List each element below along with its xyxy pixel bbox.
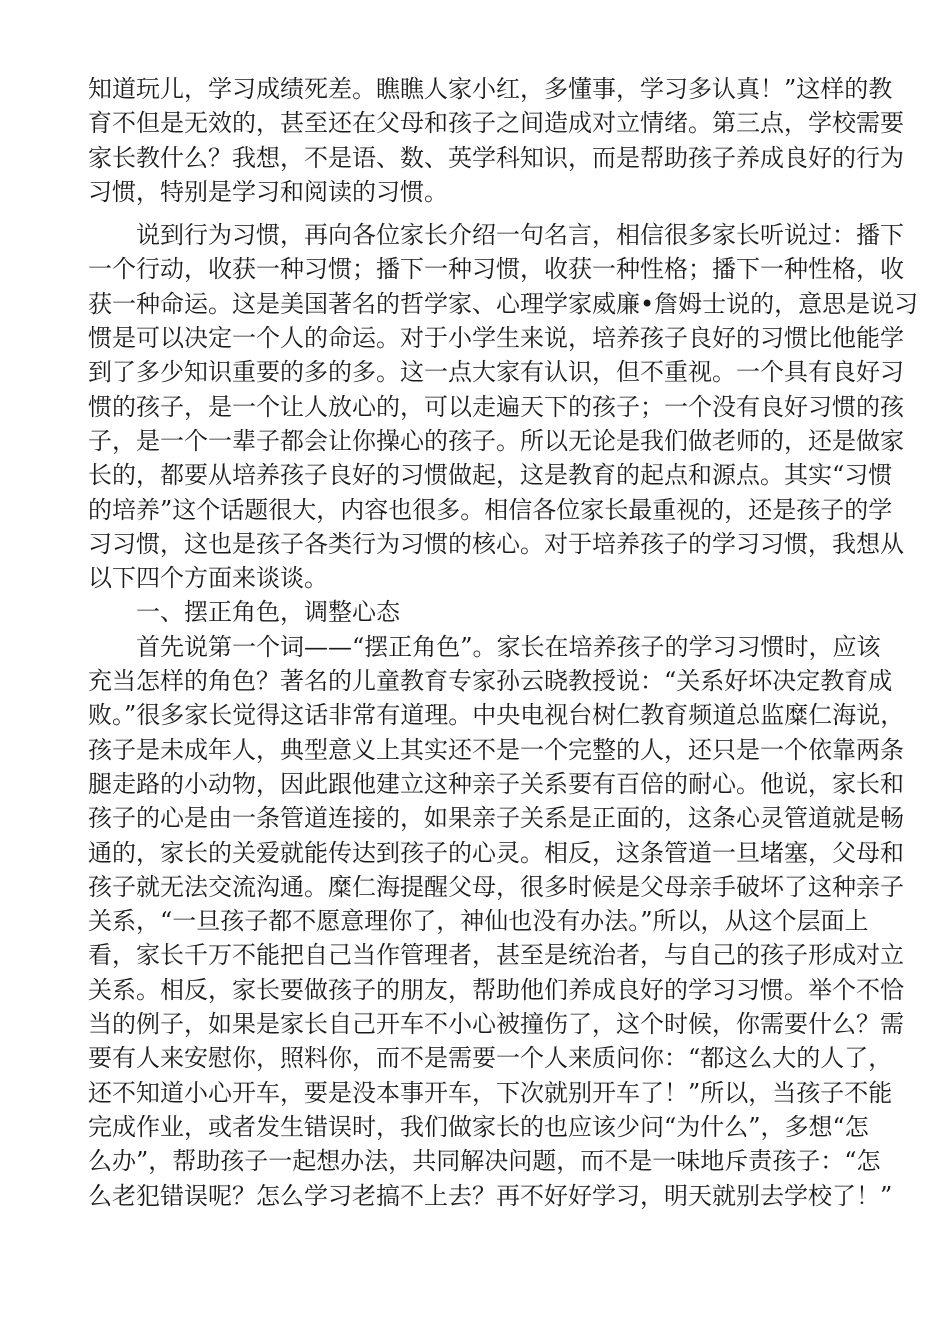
text-line: 要有人来安慰你，照料你，而不是需要一个人来质问你：“都这么大的人了， — [88, 1044, 893, 1073]
text-line: 通的，家长的关爱就能传达到孩子的心灵。相反，这条管道一旦堵塞，父母和 — [88, 838, 904, 867]
text-line: 长的，都要从培养孩子良好的习惯做起，这是教育的起点和源点。其实“习惯 — [88, 461, 893, 490]
text-line: 完成作业，或者发生错误时，我们做家长的也应该少问“为什么”，多想“怎 — [88, 1112, 869, 1141]
text-line: 关系。相反，家长要做孩子的朋友，帮助他们养成良好的学习习惯。举个不恰 — [88, 975, 904, 1004]
text-line: 关系，“一旦孩子都不愿意理你了，神仙也没有办法。”所以，从这个层面上 — [88, 907, 869, 936]
text-line: 首先说第一个词——“摆正角色”。家长在培养孩子的学习习惯时，应该 — [136, 632, 881, 661]
text-line: 么办”，帮助孩子一起想办法，共同解决问题，而不是一味地斥责孩子：“怎 — [88, 1147, 881, 1176]
text-line: 说到行为习惯，再向各位家长介绍一句名言，相信很多家长听说过：播下 — [136, 221, 904, 250]
paragraph-1 — [88, 72, 904, 209]
text-line: 的培养”这个话题很大，内容也很多。相信各位家长最重视的，还是孩子的学 — [88, 495, 893, 524]
text-line: 子，是一个一辈子都会让你操心的孩子。所以无论是我们做老师的，还是做家 — [88, 426, 904, 455]
text-line: 知道玩儿，学习成绩死差。瞧瞧人家小红，多懂事，学习多认真！”这样的教 — [88, 75, 893, 103]
text-line: 家长教什么？我想，不是语、数、英学科知识，而是帮助孩子养成良好的行为 — [88, 143, 904, 172]
text-line: 充当怎样的角色？著名的儿童教育专家孙云晓教授说：“关系好坏决定教育成 — [88, 667, 893, 696]
text-line: 孩子是未成年人，典型意义上其实还不是一个完整的人，还只是一个依靠两条 — [88, 735, 904, 764]
text-line: 么老犯错误呢？怎么学习老搞不上去？再不好好学习，明天就别去学校了！” — [88, 1181, 893, 1210]
text-line: 到了多少知识重要的多的多。这一点大家有认识，但不重视。一个具有良好习 — [88, 358, 904, 387]
document-body — [88, 72, 919, 1213]
text-line: 孩子的心是由一条管道连接的，如果亲子关系是正面的，这条心灵管道就是畅 — [88, 804, 904, 833]
text-line: 孩子就无法交流沟通。糜仁海提醒父母，很多时候是父母亲手破坏了这种亲子 — [88, 872, 904, 901]
paragraph-3 — [88, 630, 905, 1213]
text-line: 当的例子，如果是家长自己开车不小心被撞伤了，这个时候，你需要什么？需 — [88, 1010, 904, 1039]
heading-line: 一、摆正角色，调整心态 — [136, 598, 400, 627]
text-line: 看，家长千万不能把自己当作管理者，甚至是统治者，与自己的孩子形成对立 — [88, 941, 904, 970]
section-heading — [88, 595, 864, 629]
text-line: 习惯，特别是学习和阅读的习惯。 — [88, 177, 448, 206]
text-line: 惯是可以决定一个人的命运。对于小学生来说，培养孩子良好的习惯比他能学 — [88, 324, 904, 353]
text-line: 一个行动，收获一种习惯；播下一种习惯，收获一种性格；播下一种性格，收 — [88, 255, 904, 284]
paragraph-2 — [88, 218, 919, 595]
text-line: 习习惯，这也是孩子各类行为习惯的核心。对于培养孩子的学习习惯，我想从 — [88, 529, 904, 558]
text-line: 败。”很多家长觉得这话非常有道理。中央电视台树仁教育频道总监糜仁海说， — [88, 701, 905, 730]
text-line: 腿走路的小动物，因此跟他建立这种亲子关系要有百倍的耐心。他说，家长和 — [88, 769, 904, 798]
text-line: 还不知道小心开车，要是没本事开车，下次就别开车了！”所以，当孩子不能 — [88, 1078, 893, 1107]
text-line: 以下四个方面来谈谈。 — [88, 564, 328, 593]
text-line: 育不但是无效的，甚至还在父母和孩子之间造成对立情绪。第三点，学校需要 — [88, 109, 904, 138]
text-line: 获一种命运。这是美国著名的哲学家、心理学家威廉•詹姆士说的，意思是说习 — [88, 289, 919, 318]
text-line: 惯的孩子，是一个让人放心的，可以走遍天下的孩子；一个没有良好习惯的孩 — [88, 392, 904, 421]
